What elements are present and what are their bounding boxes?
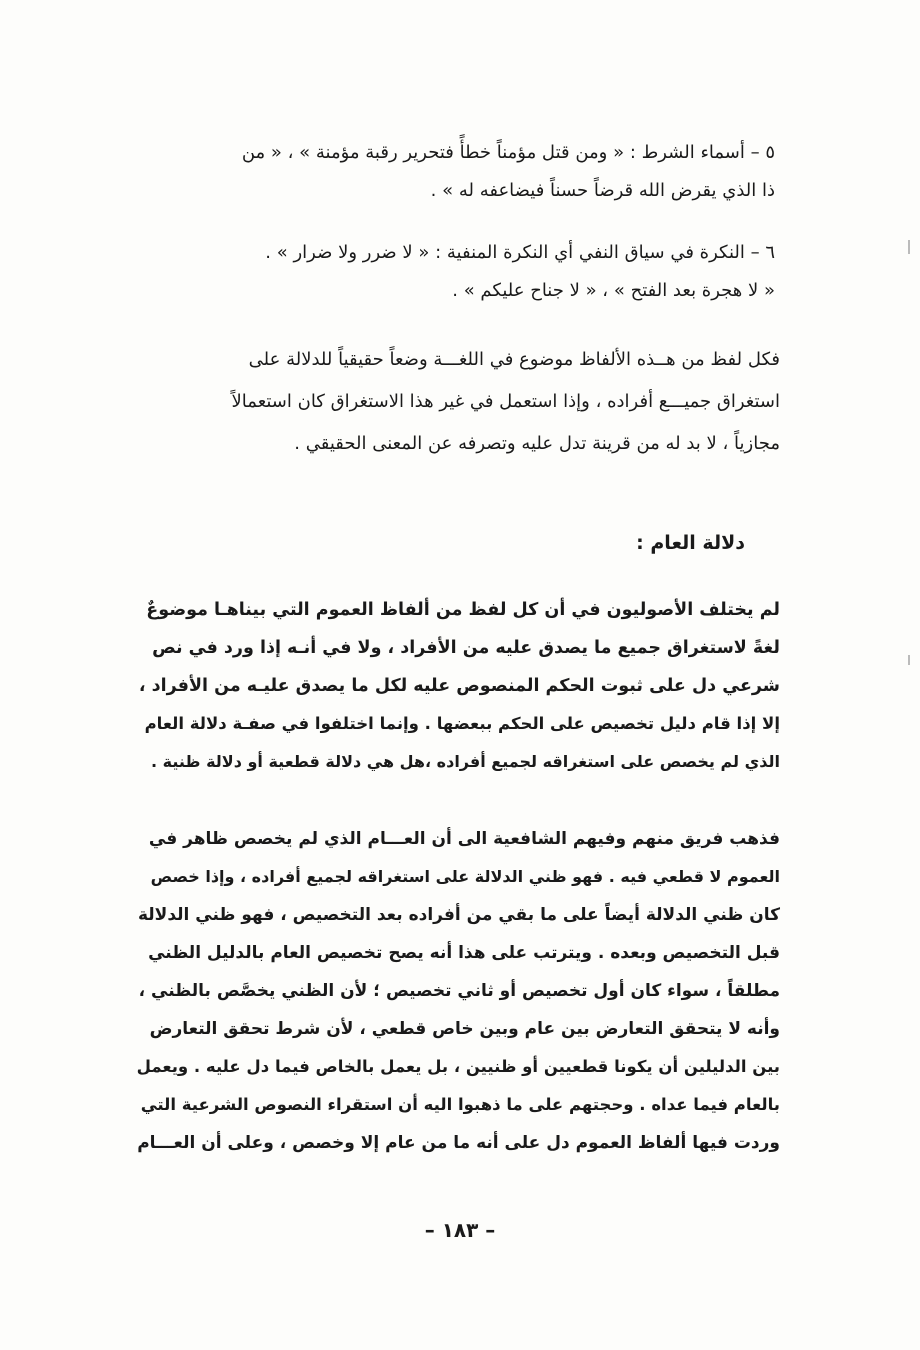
text-line: مجازياً ، لا بد له من قرينة تدل عليه وتصرفه عن المعنى الحقيقي .	[294, 433, 780, 454]
text-line: فكل لفظ من هــذه الألفاظ موضوع في اللغـــة وضعاً حقيقياً للدلالة على	[248, 349, 780, 370]
page-number: – ١٨٣ –	[424, 1218, 496, 1242]
text-line: استغراق جميـــع أفراده ، وإذا استعمل في غير هذا الاستغراق كان استعمالاً	[231, 391, 780, 412]
list-item-conditional-nouns	[135, 138, 775, 218]
text-line: ٦ – النكرة في سياق النفي أي النكرة المنفية : « لا ضرر ولا ضرار » .	[265, 242, 775, 263]
text-line: لم يختلف الأصوليون في أن كل لفظ من ألفاظ العموم التي بيناهـا موضوعٌ	[146, 600, 780, 620]
text-line: شرعي دل على ثبوت الحكم المنصوص عليه لكل ما يصدق عليـه من الأفراد ،	[138, 676, 780, 696]
text-line: ذا الذي يقرض الله قرضاً حسناً فيضاعفه له » .	[430, 180, 775, 201]
paragraph-general-words	[135, 345, 780, 470]
section-heading: دلالة العام :	[636, 532, 745, 554]
scan-artifact	[908, 240, 910, 254]
text-line: كان ظني الدلالة أيضاً على ما بقي من أفراده بعد التخصيص ، فهو ظني الدلالة	[137, 905, 780, 925]
text-line: مطلقاً ، سواء كان أول تخصيص أو ثاني تخصيص ؛ لأن الظني يخصَّص بالظني ،	[138, 981, 780, 1001]
text-line: العموم لا قطعي فيه . فهو ظني الدلالة على استغراقه لجميع أفراده ، وإذا خصص	[150, 867, 780, 886]
text-line: بين الدليلين أن يكونا قطعيين أو ظنيين ، بل يعمل بالخاص فيما دل عليه . ويعمل	[136, 1057, 780, 1076]
text-line: الذي لم يخصص على استغراقه لجميع أفراده ،هل هي دلالة قطعية أو دلالة ظنية .	[151, 752, 780, 771]
text-line: قبل التخصيص وبعده . ويترتب على هذا أنه يصح تخصيص العام بالدليل الظني	[148, 943, 780, 963]
text-line: « لا هجرة بعد الفتح » ، « لا جناح عليكم » .	[452, 280, 775, 301]
paragraph-shafii-view	[135, 824, 780, 1184]
text-line: ٥ – أسماء الشرط : « ومن قتل مؤمناً خطأً فتحرير رقبة مؤمنة » ، « من	[241, 142, 775, 163]
text-line: فذهب فريق منهم وفيهم الشافعية الى أن العـــام الذي لم يخصص ظاهر في	[148, 829, 780, 849]
text-line: إلا إذا قام دليل تخصيص على الحكم ببعضها . وإنما اختلفوا في صفـة دلالة العام	[144, 714, 780, 733]
text-line: وأنه لا يتحقق التعارض بين عام وبين خاص قطعي ، لأن شرط تحقق التعارض	[149, 1019, 780, 1039]
text-line: وردت فيها ألفاظ العموم دل على أنه ما من عام إلا وخصص ، وعلى أن العـــام	[137, 1133, 780, 1153]
text-line: بالعام فيما عداه . وحجتهم على ما ذهبوا اليه أن استقراء النصوص الشرعية التي	[140, 1095, 780, 1114]
scan-artifact	[908, 655, 910, 665]
text-line: لغةً لاستغراق جميع ما يصدق عليه من الأفراد ، ولا في أنـه إذا ورد في نص	[152, 638, 780, 658]
paragraph-indication-of-general	[135, 595, 780, 825]
list-item-negated-indefinite	[135, 238, 775, 318]
